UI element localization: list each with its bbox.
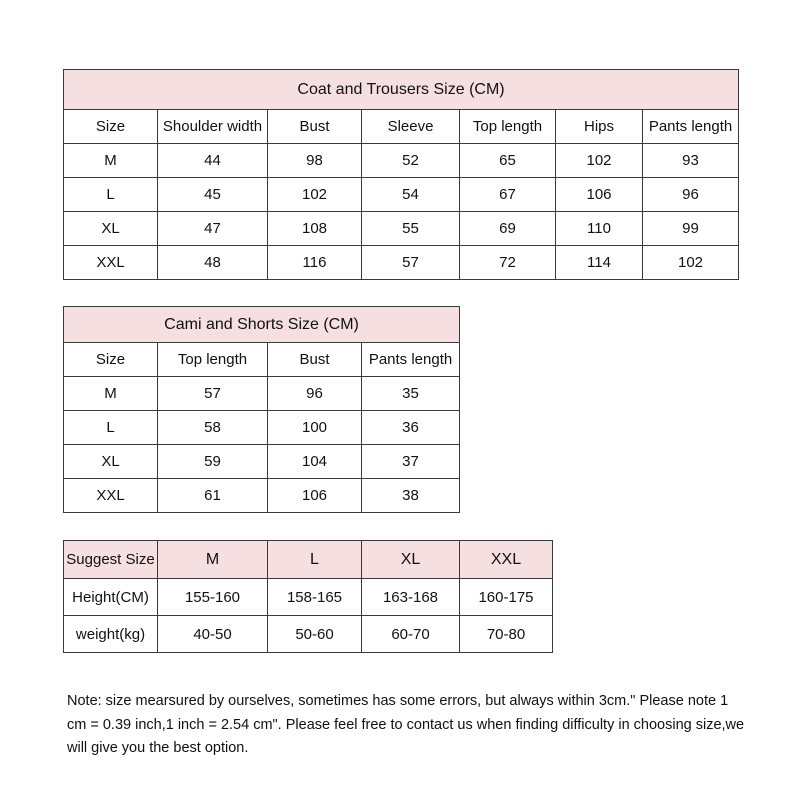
table-cell: 37 bbox=[362, 445, 460, 479]
table-cell: 96 bbox=[268, 377, 362, 411]
table-row bbox=[64, 411, 460, 445]
suggest-size-table bbox=[63, 540, 553, 653]
table-cell: 48 bbox=[158, 246, 268, 280]
table-cell: 98 bbox=[268, 144, 362, 178]
size-cell: XL bbox=[64, 212, 158, 246]
table-cell: 106 bbox=[268, 479, 362, 513]
table-row bbox=[64, 616, 553, 653]
table-cell: 158-165 bbox=[268, 579, 362, 616]
column-header: Size bbox=[64, 110, 158, 144]
size-cell: M bbox=[64, 144, 158, 178]
table-cell: 70-80 bbox=[460, 616, 553, 653]
size-note: Note: size mearsured by ourselves, sometimes has some errors, but always within 3cm." Please note 1 cm = 0.39 inch,1 inch = 2.54 cm". Please feel free to contact us when finding difficulty in choosing size,we will give you the best option. bbox=[67, 693, 745, 756]
coat-trousers-size-table bbox=[63, 69, 739, 280]
table-cell: 55 bbox=[362, 212, 460, 246]
size-cell: XXL bbox=[64, 479, 158, 513]
table-cell: 102 bbox=[268, 178, 362, 212]
cami-table-title: Cami and Shorts Size (CM) bbox=[64, 307, 460, 343]
table-cell: 54 bbox=[362, 178, 460, 212]
table-cell: 72 bbox=[460, 246, 556, 280]
column-header: Bust bbox=[268, 110, 362, 144]
table-cell: 60-70 bbox=[362, 616, 460, 653]
table-row bbox=[64, 144, 739, 178]
table-cell: 36 bbox=[362, 411, 460, 445]
row-label: Height(CM) bbox=[64, 579, 158, 616]
table-cell: 69 bbox=[460, 212, 556, 246]
table-row bbox=[64, 212, 739, 246]
table-cell: 52 bbox=[362, 144, 460, 178]
table-cell: 44 bbox=[158, 144, 268, 178]
coat-table-title: Coat and Trousers Size (CM) bbox=[64, 70, 739, 110]
table-cell: 102 bbox=[556, 144, 643, 178]
column-header: Top length bbox=[158, 343, 268, 377]
table-row bbox=[64, 579, 553, 616]
table-cell: 57 bbox=[158, 377, 268, 411]
table-cell: 45 bbox=[158, 178, 268, 212]
table-cell: 47 bbox=[158, 212, 268, 246]
row-label: weight(kg) bbox=[64, 616, 158, 653]
suggest-size-label: Suggest Size bbox=[64, 541, 158, 579]
column-header: Pants length bbox=[362, 343, 460, 377]
table-cell: 100 bbox=[268, 411, 362, 445]
column-header: Hips bbox=[556, 110, 643, 144]
column-header: Pants length bbox=[643, 110, 739, 144]
table-cell: 59 bbox=[158, 445, 268, 479]
size-cell: M bbox=[64, 377, 158, 411]
table-cell: 38 bbox=[362, 479, 460, 513]
column-header: Top length bbox=[460, 110, 556, 144]
size-cell: L bbox=[64, 411, 158, 445]
size-header: M bbox=[158, 541, 268, 579]
size-header: XL bbox=[362, 541, 460, 579]
table-cell: 163-168 bbox=[362, 579, 460, 616]
size-cell: XL bbox=[64, 445, 158, 479]
table-cell: 108 bbox=[268, 212, 362, 246]
table-cell: 102 bbox=[643, 246, 739, 280]
table-cell: 160-175 bbox=[460, 579, 553, 616]
table-row bbox=[64, 377, 460, 411]
table-cell: 35 bbox=[362, 377, 460, 411]
table-row bbox=[64, 178, 739, 212]
coat-table-header-row bbox=[64, 110, 739, 144]
column-header: Sleeve bbox=[362, 110, 460, 144]
column-header: Shoulder width bbox=[158, 110, 268, 144]
table-cell: 61 bbox=[158, 479, 268, 513]
table-cell: 114 bbox=[556, 246, 643, 280]
table-cell: 67 bbox=[460, 178, 556, 212]
table-row bbox=[64, 445, 460, 479]
table-cell: 93 bbox=[643, 144, 739, 178]
table-cell: 110 bbox=[556, 212, 643, 246]
size-header: L bbox=[268, 541, 362, 579]
suggest-size-header-row bbox=[64, 541, 553, 579]
cami-table-header-row bbox=[64, 343, 460, 377]
cami-shorts-size-table bbox=[63, 306, 460, 513]
table-cell: 116 bbox=[268, 246, 362, 280]
table-row bbox=[64, 479, 460, 513]
table-row bbox=[64, 246, 739, 280]
table-cell: 50-60 bbox=[268, 616, 362, 653]
table-cell: 106 bbox=[556, 178, 643, 212]
table-cell: 58 bbox=[158, 411, 268, 445]
size-header: XXL bbox=[460, 541, 553, 579]
table-cell: 40-50 bbox=[158, 616, 268, 653]
table-cell: 65 bbox=[460, 144, 556, 178]
table-cell: 57 bbox=[362, 246, 460, 280]
column-header: Size bbox=[64, 343, 158, 377]
table-cell: 104 bbox=[268, 445, 362, 479]
table-cell: 96 bbox=[643, 178, 739, 212]
size-cell: L bbox=[64, 178, 158, 212]
table-cell: 99 bbox=[643, 212, 739, 246]
size-cell: XXL bbox=[64, 246, 158, 280]
table-cell: 155-160 bbox=[158, 579, 268, 616]
column-header: Bust bbox=[268, 343, 362, 377]
